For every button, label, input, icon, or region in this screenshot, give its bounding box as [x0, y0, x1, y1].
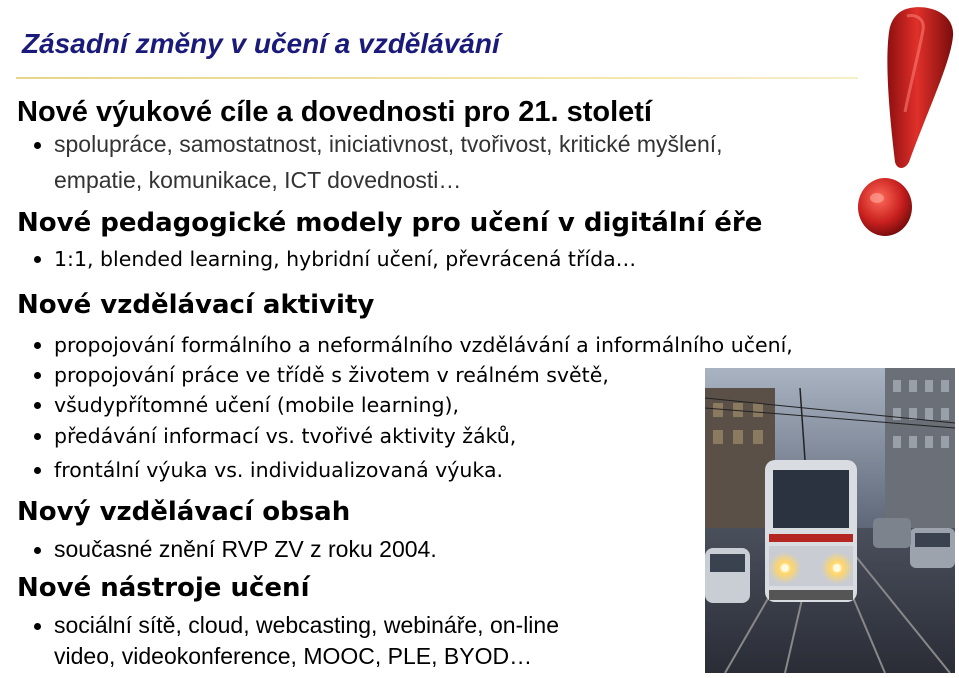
- heading-activities: Nové vzdělávací aktivity: [17, 290, 375, 320]
- bullet-goals-continuation: empatie, komunikace, ICT dovednosti…: [54, 167, 462, 193]
- heading-tools: Nové nástroje učení: [17, 573, 310, 603]
- heading-models: Nové pedagogické modely pro učení v digitální éře: [17, 208, 763, 238]
- title-divider: [16, 77, 858, 79]
- bullet-activities-1: propojování formálního a neformálního vzdělávání a informálního učení,: [33, 333, 793, 357]
- bullet-activities-5: frontální výuka vs. individualizovaná výuka.: [33, 458, 503, 482]
- bullet-goals: spolupráce, samostatnost, iniciativnost, tvořivost, kritické myšlení,: [33, 131, 723, 158]
- heading-content: Nový vzdělávací obsah: [17, 497, 351, 527]
- slide-title: Zásadní změny v učení a vzdělávání: [22, 28, 500, 59]
- bullet-activities-2: propojování práce ve třídě s životem v reálném světě,: [33, 363, 609, 387]
- bullet-activities-3: všudypřítomné učení (mobile learning),: [33, 393, 459, 417]
- bullet-models: 1:1, blended learning, hybridní učení, převrácená třída…: [33, 247, 636, 271]
- bullet-activities-4: předávání informací vs. tvořivé aktivity žáků,: [33, 424, 516, 448]
- heading-goals: Nové výukové cíle a dovednosti pro 21. století: [17, 96, 652, 128]
- exclamation-icon: [855, 2, 959, 247]
- bullet-tools-continuation: video, videokonference, MOOC, PLE, BYOD…: [54, 643, 533, 669]
- bullet-content: současné znění RVP ZV z roku 2004.: [33, 536, 437, 563]
- tram-photo: [705, 368, 955, 673]
- bullet-tools: sociální sítě, cloud, webcasting, webináře, on-line: [33, 612, 559, 639]
